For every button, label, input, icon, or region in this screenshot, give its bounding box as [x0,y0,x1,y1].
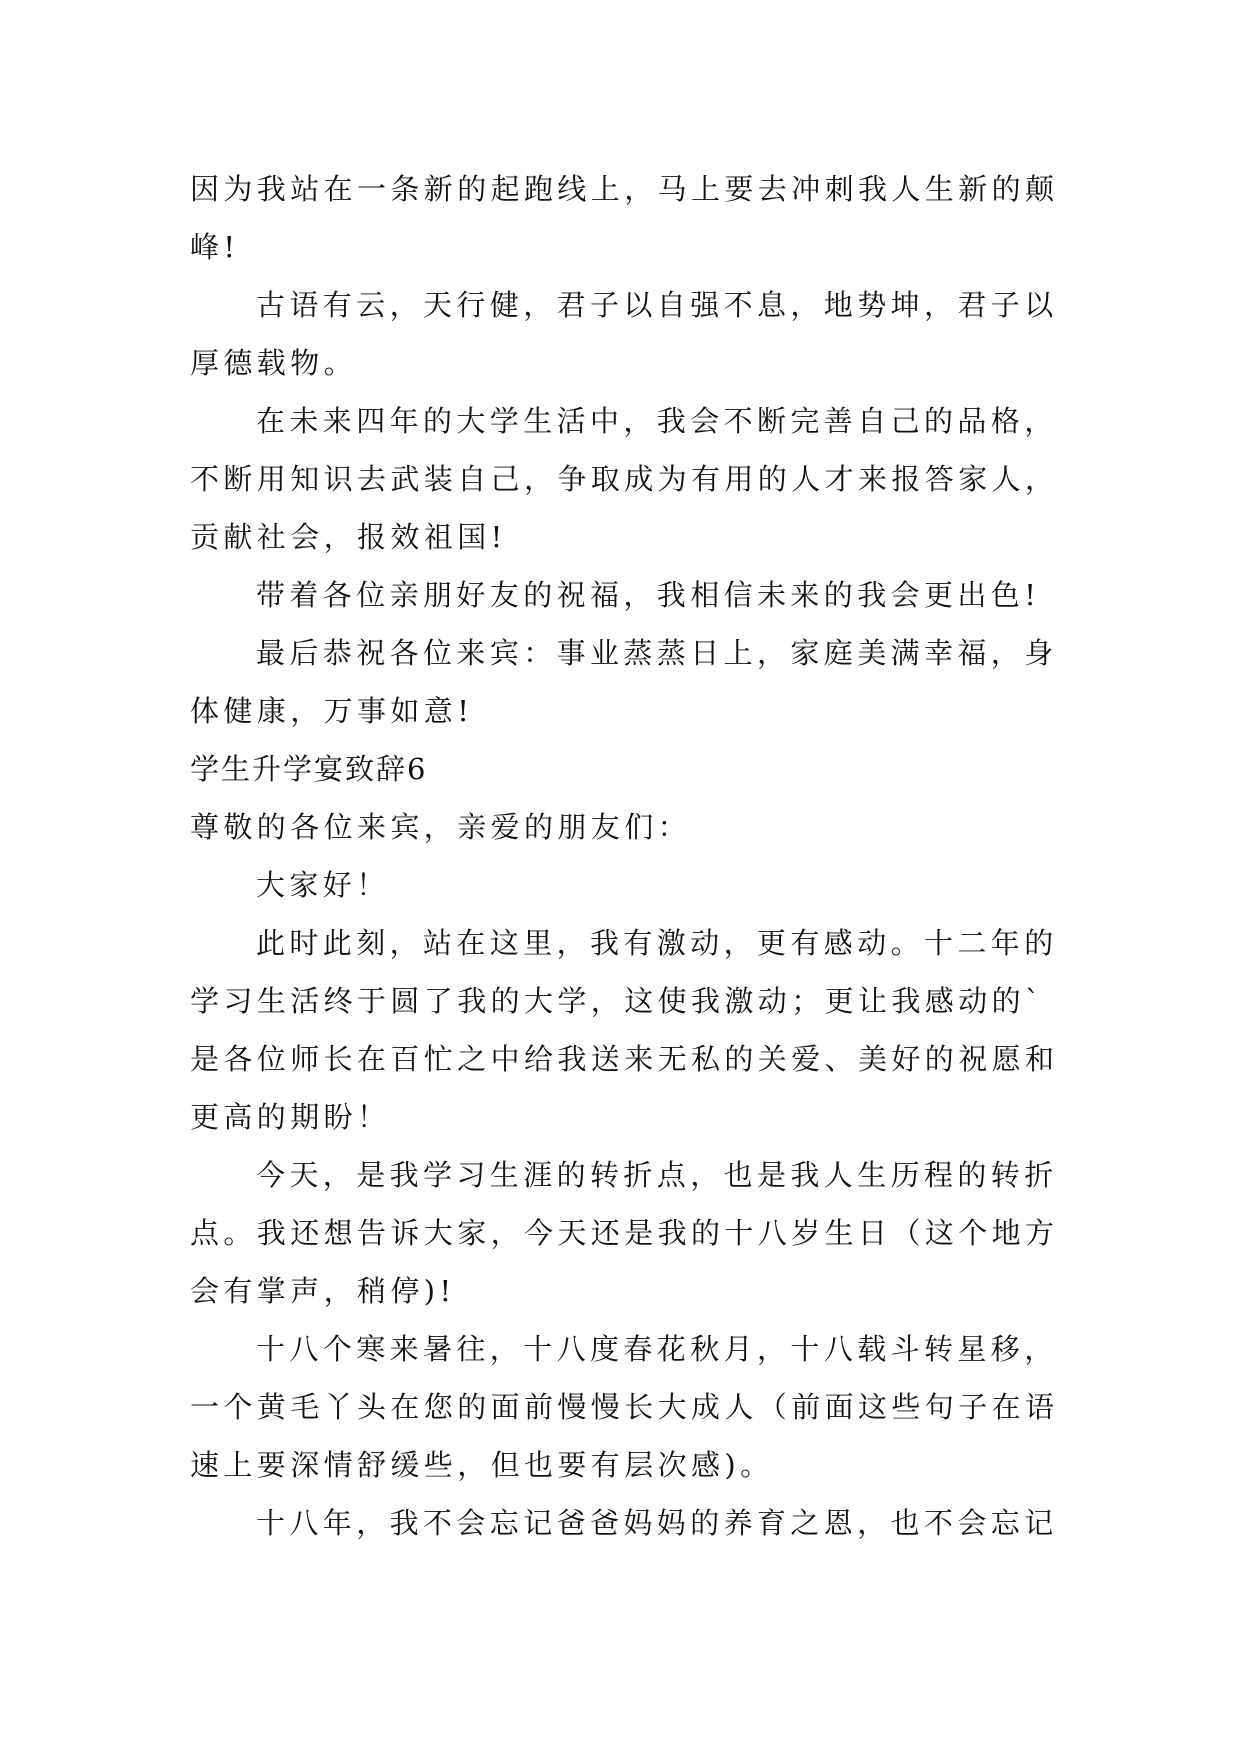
text-line: 更高的期盼！ [190,1100,391,1134]
text-line: 体健康，万事如意! [190,694,474,728]
text-line: 是各位师长在百忙之中给我送来无私的关爱、美好的祝愿和 [190,1042,1059,1076]
text-line: 点。我还想告诉大家，今天还是我的十八岁生日（这个地方 [190,1216,1059,1250]
greeting: 大家好！ [256,868,390,902]
paragraph-start: 最后恭祝各位来宾：事业蒸蒸日上，家庭美满幸福，身 [256,636,1058,670]
text-line: 因为我站在一条新的起跑线上，马上要去冲刺我人生新的颠 [190,172,1059,206]
text-line: 厚德载物。 [190,346,358,380]
paragraph-start: 在未来四年的大学生活中，我会不断完善自己的品格， [256,404,1058,438]
section-heading: 学生升学宴致辞6 [190,752,428,786]
text-line: 速上要深情舒缓些，但也要有层次感)。 [190,1448,774,1482]
paragraph-start: 今天，是我学习生涯的转折点，也是我人生历程的转折 [256,1158,1058,1192]
text-line: 不断用知识去武装自己，争取成为有用的人才来报答家人， [190,462,1059,496]
paragraph-start: 十八个寒来暑往，十八度春花秋月，十八载斗转星移， [256,1332,1058,1366]
paragraph-start: 十八年，我不会忘记爸爸妈妈的养育之恩，也不会忘记 [256,1506,1058,1540]
paragraph-start: 古语有云，天行健，君子以自强不息，地势坤，君子以 [256,288,1058,322]
text-line: 会有掌声，稍停)! [190,1274,456,1308]
paragraph-start: 带着各位亲朋好友的祝福，我相信未来的我会更出色! [256,578,1041,612]
text-line: 一个黄毛丫头在您的面前慢慢长大成人（前面这些句子在语 [190,1390,1059,1424]
document-page [190,160,1059,1552]
text-line: 学习生活终于圆了我的大学，这使我激动；更让我感动的` [190,984,1044,1018]
text-line: 峰! [190,230,240,264]
salutation: 尊敬的各位来宾，亲爱的朋友们： [190,810,692,844]
text-line: 贡献社会，报效祖国! [190,520,507,554]
paragraph-start: 此时此刻，站在这里，我有激动，更有感动。十二年的 [256,926,1058,960]
